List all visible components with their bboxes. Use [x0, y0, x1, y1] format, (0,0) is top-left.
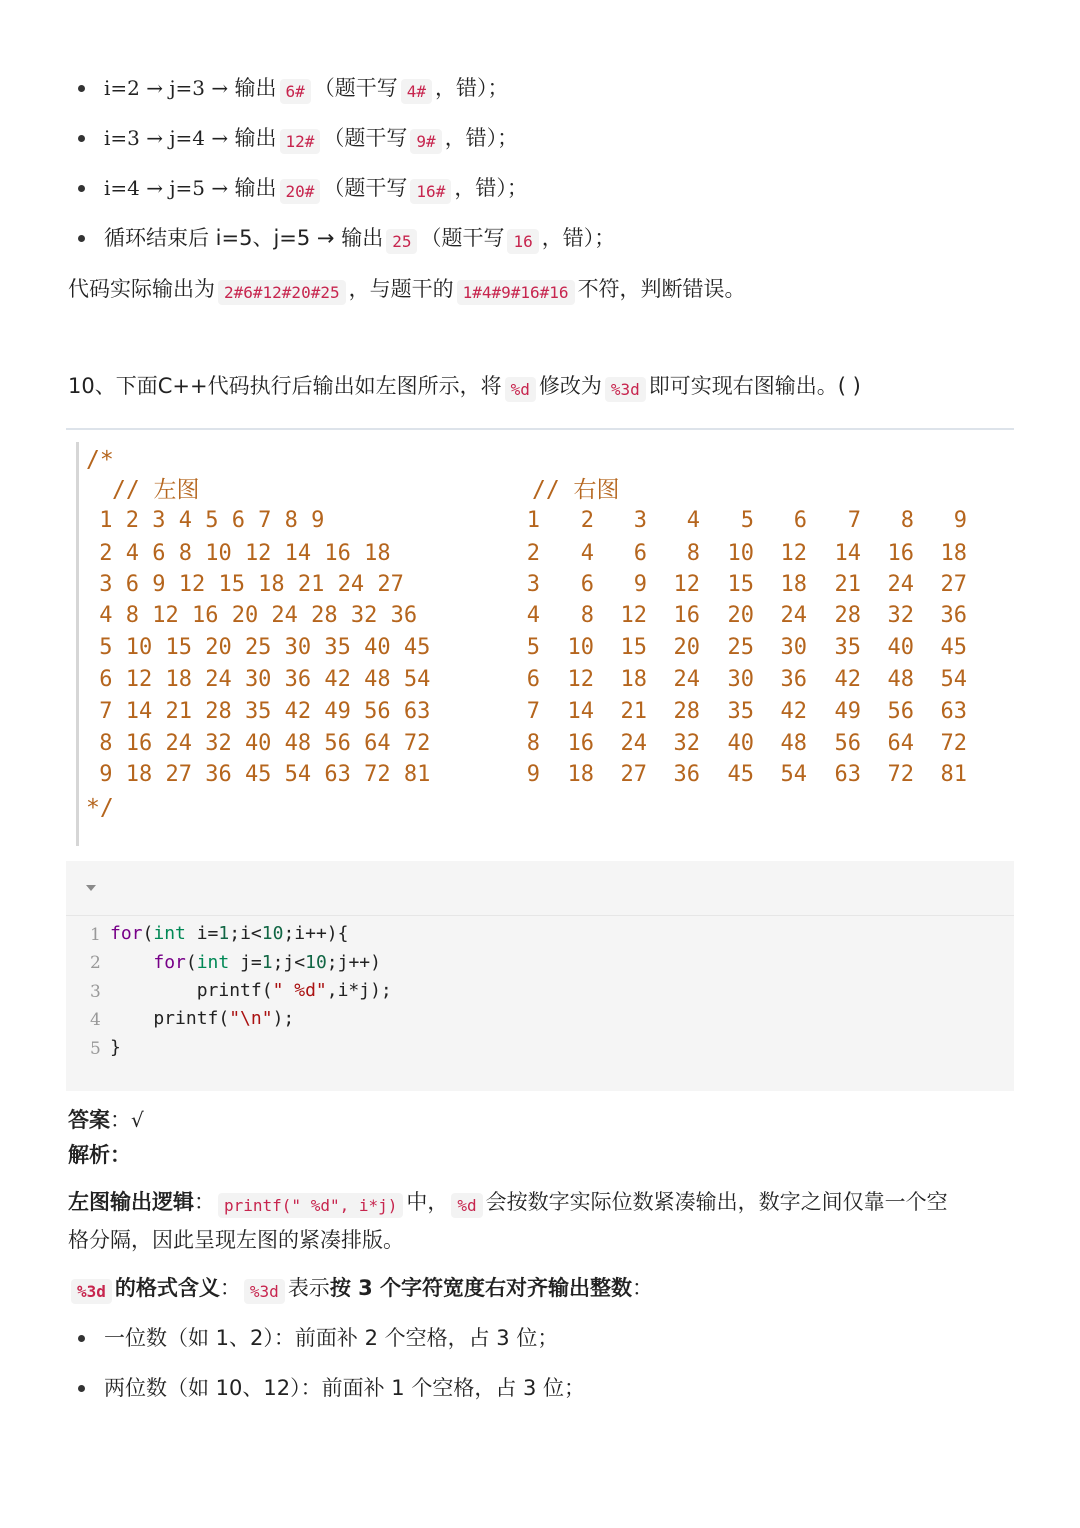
- code-line: printf("\n");: [110, 1008, 295, 1029]
- right-output-cell: 15: [620, 635, 647, 660]
- line-number: 5: [90, 1039, 101, 1059]
- left-figure-title: // 左图: [112, 477, 200, 503]
- list-item: i=2 → j=3 → 输出 6# （题干写 4# ，错）；: [104, 74, 509, 104]
- code-line: for(int i=1;i<10;i++){: [110, 923, 349, 944]
- bullet-dot: [78, 185, 85, 192]
- list-item: i=4 → j=5 → 输出 20# （题干写 16# ，错）；: [104, 174, 528, 204]
- right-output-cell: 81: [940, 762, 967, 787]
- left-output-row: 6 12 18 24 30 36 42 48 54: [86, 667, 431, 692]
- right-output-cell: 2: [580, 508, 594, 533]
- inline-code: %3d: [244, 1279, 285, 1304]
- right-output-cell: 49: [834, 699, 861, 724]
- left-output-row: 1 2 3 4 5 6 7 8 9: [86, 508, 325, 533]
- right-output-cell: 20: [673, 635, 700, 660]
- right-output-cell: 9: [526, 762, 540, 787]
- code-line: printf(" %d",i*j);: [110, 980, 392, 1001]
- right-output-cell: 35: [727, 699, 754, 724]
- right-output-cell: 4: [686, 508, 700, 533]
- collapse-caret-icon[interactable]: [86, 885, 96, 891]
- right-output-cell: 14: [834, 541, 861, 566]
- right-output-cell: 36: [940, 603, 967, 628]
- right-output-cell: 7: [847, 508, 861, 533]
- line-number: 3: [90, 982, 101, 1002]
- right-output-cell: 24: [887, 572, 914, 597]
- line-number: 4: [90, 1010, 101, 1030]
- right-output-cell: 4: [580, 541, 594, 566]
- list-item: 循环结束后 i=5、j=5 → 输出 25 （题干写 16 ，错）；: [104, 224, 615, 254]
- inline-code: 1#4#9#16#16: [457, 280, 575, 305]
- line-number: 1: [90, 925, 101, 945]
- comment-open: /*: [86, 447, 114, 473]
- right-output-cell: 12: [567, 667, 594, 692]
- line-number: 2: [90, 953, 101, 973]
- right-output-cell: 27: [620, 762, 647, 787]
- list-item: 一位数（如 1、2）：前面补 2 个空格，占 3 位；: [104, 1326, 559, 1350]
- conclusion-paragraph: 代码实际输出为 2#6#12#20#25 ，与题干的 1#4#9#16#16 不符，判断错误。: [68, 275, 746, 305]
- right-output-cell: 16: [567, 731, 594, 756]
- right-output-cell: 24: [780, 603, 807, 628]
- question-heading: 10、下面C++代码执行后输出如左图所示，将 %d 修改为 %3d 即可实现右图输出。( ): [68, 372, 861, 402]
- right-output-cell: 54: [780, 762, 807, 787]
- left-output-row: 7 14 21 28 35 42 49 56 63: [86, 699, 431, 724]
- inline-code: 12#: [280, 129, 321, 154]
- right-output-cell: 27: [940, 572, 967, 597]
- left-output-row: 4 8 12 16 20 24 28 32 36: [86, 603, 418, 628]
- right-output-cell: 16: [673, 603, 700, 628]
- right-output-cell: 12: [673, 572, 700, 597]
- right-output-cell: 8: [900, 508, 914, 533]
- right-output-cell: 6: [526, 667, 540, 692]
- right-output-cell: 12: [780, 541, 807, 566]
- inline-code: 2#6#12#20#25: [218, 280, 346, 305]
- right-output-cell: 18: [567, 762, 594, 787]
- divider: [66, 428, 1014, 430]
- inline-code: 20#: [280, 179, 321, 204]
- right-output-cell: 72: [887, 762, 914, 787]
- right-output-cell: 63: [940, 699, 967, 724]
- inline-code: 25: [386, 229, 417, 254]
- right-output-cell: 56: [887, 699, 914, 724]
- analysis-label: 解析：: [68, 1143, 131, 1167]
- right-output-cell: 8: [526, 731, 540, 756]
- left-logic-paragraph: 左图输出逻辑： printf(" %d", i*j) 中， %d 会按数字实际位数紧凑输出，数字之间仅靠一个空: [68, 1188, 948, 1218]
- right-output-cell: 5: [740, 508, 754, 533]
- right-output-cell: 64: [887, 731, 914, 756]
- bullet-dot: [78, 235, 85, 242]
- right-output-cell: 9: [953, 508, 967, 533]
- right-output-cell: 18: [940, 541, 967, 566]
- right-output-cell: 28: [834, 603, 861, 628]
- inline-code: 4#: [401, 79, 432, 104]
- right-output-cell: 2: [526, 541, 540, 566]
- right-output-cell: 32: [887, 603, 914, 628]
- right-output-cell: 36: [780, 667, 807, 692]
- right-output-cell: 10: [567, 635, 594, 660]
- right-output-cell: 36: [673, 762, 700, 787]
- code-line: }: [110, 1037, 121, 1058]
- right-output-cell: 24: [673, 667, 700, 692]
- comment-close: */: [86, 795, 114, 821]
- right-output-cell: 6: [633, 541, 647, 566]
- right-output-cell: 1: [526, 508, 540, 533]
- right-output-cell: 21: [834, 572, 861, 597]
- right-output-cell: 72: [940, 731, 967, 756]
- left-output-row: 3 6 9 12 15 18 21 24 27: [86, 572, 404, 597]
- left-logic-paragraph-line2: 格分隔，因此呈现左图的紧凑排版。: [68, 1228, 404, 1252]
- right-output-cell: 24: [620, 731, 647, 756]
- right-output-cell: 56: [834, 731, 861, 756]
- answer-line: 答案：√: [68, 1108, 144, 1132]
- inline-code: printf(" %d", i*j): [218, 1193, 403, 1218]
- inline-code: %d: [451, 1193, 482, 1218]
- code-block: [66, 861, 1014, 1091]
- right-output-cell: 4: [526, 603, 540, 628]
- right-output-cell: 45: [940, 635, 967, 660]
- inline-code: %3d: [71, 1279, 112, 1304]
- left-output-row: 8 16 24 32 40 48 56 64 72: [86, 731, 431, 756]
- bullet-dot: [78, 1335, 85, 1342]
- left-output-row: 9 18 27 36 45 54 63 72 81: [86, 762, 431, 787]
- right-output-cell: 42: [780, 699, 807, 724]
- left-output-row: 2 4 6 8 10 12 14 16 18: [86, 541, 391, 566]
- right-output-cell: 6: [793, 508, 807, 533]
- right-output-cell: 3: [633, 508, 647, 533]
- right-output-cell: 40: [727, 731, 754, 756]
- right-output-cell: 63: [834, 762, 861, 787]
- right-output-cell: 9: [633, 572, 647, 597]
- code-line: for(int j=1;j<10;j++): [153, 952, 381, 973]
- right-output-cell: 25: [727, 635, 754, 660]
- right-output-cell: 45: [727, 762, 754, 787]
- right-output-cell: 42: [834, 667, 861, 692]
- right-output-cell: 30: [727, 667, 754, 692]
- right-output-cell: 28: [673, 699, 700, 724]
- bullet-dot: [78, 135, 85, 142]
- right-output-cell: 48: [887, 667, 914, 692]
- right-output-cell: 8: [686, 541, 700, 566]
- right-output-cell: 35: [834, 635, 861, 660]
- inline-code: 9#: [410, 129, 441, 154]
- right-output-cell: 20: [727, 603, 754, 628]
- inline-code: %3d: [605, 377, 646, 402]
- right-output-cell: 12: [620, 603, 647, 628]
- right-output-cell: 48: [780, 731, 807, 756]
- right-output-cell: 10: [727, 541, 754, 566]
- format-paragraph: %3d 的格式含义： %3d 表示按 3 个字符宽度右对齐输出整数：: [68, 1274, 653, 1304]
- right-output-cell: 14: [567, 699, 594, 724]
- bullet-dot: [78, 85, 85, 92]
- left-output-row: 5 10 15 20 25 30 35 40 45: [86, 635, 431, 660]
- right-output-cell: 18: [620, 667, 647, 692]
- list-item: 两位数（如 10、12）：前面补 1 个空格，占 3 位；: [104, 1376, 586, 1400]
- right-output-cell: 21: [620, 699, 647, 724]
- right-output-cell: 18: [780, 572, 807, 597]
- code-block-header: [66, 861, 1014, 916]
- right-output-cell: 16: [887, 541, 914, 566]
- right-output-cell: 30: [780, 635, 807, 660]
- right-output-cell: 5: [526, 635, 540, 660]
- right-output-cell: 3: [526, 572, 540, 597]
- inline-code: 16: [507, 229, 538, 254]
- right-output-cell: 15: [727, 572, 754, 597]
- right-output-cell: 7: [526, 699, 540, 724]
- right-output-cell: 32: [673, 731, 700, 756]
- bullet-dot: [78, 1385, 85, 1392]
- right-output-cell: 6: [580, 572, 594, 597]
- inline-code: 16#: [410, 179, 451, 204]
- right-figure-title: // 右图: [532, 477, 620, 503]
- right-output-cell: 40: [887, 635, 914, 660]
- inline-code: 6#: [280, 79, 311, 104]
- list-item: i=3 → j=4 → 输出 12# （题干写 9# ，错）；: [104, 124, 518, 154]
- inline-code: %d: [505, 377, 536, 402]
- right-output-cell: 54: [940, 667, 967, 692]
- right-output-cell: 8: [580, 603, 594, 628]
